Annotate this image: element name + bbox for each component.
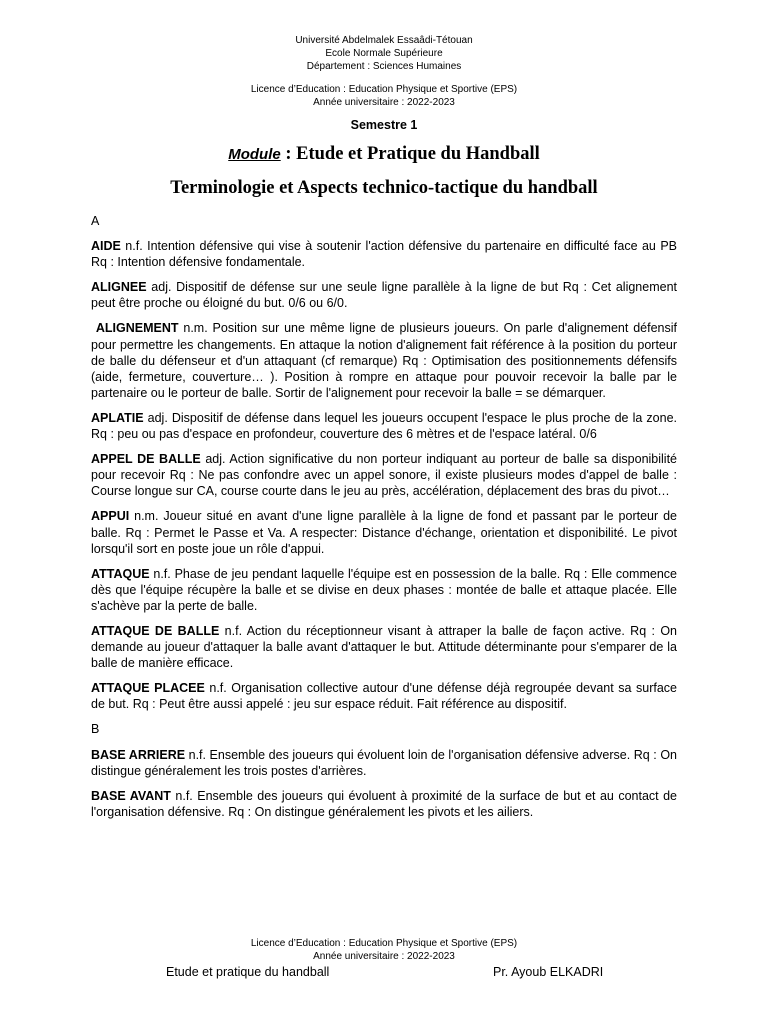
footer-licence: Licence d’Education : Education Physique et Sportive (EPS) (250, 938, 518, 949)
entry-term: ATTAQUE PLACEE (91, 681, 205, 696)
entry-term: BASE ARRIERE (91, 747, 186, 762)
entry-definition: n.f. Ensemble des joueurs qui évoluent à proximité de la surface de but et au contact de l'organisation défensive. Rq : On distingue généralement les pivots et les ailiers. (91, 788, 678, 819)
entry-term: APLATIE (91, 410, 144, 425)
entry-term: APPEL DE BALLE (91, 452, 201, 467)
academic-year: Année universitaire : 2022-2023 (313, 97, 455, 108)
entry-definition: n.m. Position sur une même ligne de plusieurs joueurs. On parle d'alignement défensif pour permettre les changements. En attaque la notion d'alignement fait référence à la position du porteur de balle du défenseur et d'un attaquant (cf remarque) Rq : Optimisation des positionnements défensifs (aide, fermeture, couverture… ). Position à rompre en attaque pour pouvoir recevoir la balle par le partenaire ou le porteur de balle. Sortir de l'alignement pour recevoir la balle = se démarquer. (91, 321, 677, 400)
entry-term: ALIGNEMENT (95, 321, 179, 336)
glossary-entry (91, 788, 677, 820)
section-letter-a: A (91, 214, 100, 228)
entry-definition: n.f. Intention défensive qui vise à soutenir l'action défensive du partenaire en difficulté face au PB Rq : Intention défensive fondamentale. (91, 239, 677, 270)
glossary-content (91, 213, 677, 829)
entry-term: BASE AVANT (91, 788, 171, 803)
module-title (0, 144, 768, 165)
glossary-entry (91, 508, 677, 556)
module-label: Module (228, 146, 281, 163)
glossary-entry (91, 410, 677, 442)
entry-definition: n.f. Ensemble des joueurs qui évoluent loin de l'organisation défensive adverse. Rq : On distingue généralement les trois postes d'arrières. (91, 747, 677, 778)
entry-definition: adj. Dispositif de défense dans lequel les joueurs occupent l'espace le plus proche de la zone. Rq : peu ou pas d'espace en profondeur, couverture des 6 mètres et de l'espace latéral. 0/6 (91, 410, 677, 442)
entry-definition: adj. Action significative du non porteur indiquant au porteur de balle sa disponibilité pour recevoir Rq : Ne pas confondre avec un appel sonore, il existe plusieurs modes d'appel de balle : Course longue sur CA, course courte dans le jeu au près, accélération, déplacement des bras du pivot… (91, 452, 678, 499)
school-name: Ecole Normale Supérieure (325, 48, 443, 59)
glossary-entry (91, 238, 677, 270)
glossary-entry (91, 451, 677, 499)
glossary-entry (91, 623, 677, 671)
entry-definition: n.f. Phase de jeu pendant laquelle l'équipe est en possession de la balle. Rq : Elle commence dès que l'équipe récupère la balle et se divise en deux phases : montée de balle et attaque placée. Elle s'achève par la perte de balle. (91, 566, 677, 613)
entry-definition: n.f. Action du réceptionneur visant à attraper la balle de façon active. Rq : On demande au joueur d'attaquer la balle avant d'attaquer le but. Attitude déterminante pour s'emparer de la balle de manière efficace. (91, 623, 678, 671)
entry-term: AIDE (91, 239, 121, 254)
entry-definition: n.f. Organisation collective autour d'une défense déjà regroupée devant sa surface de but. Rq : Peut être aussi appelé : jeu sur espace réduit. Fait référence au dispositif. (91, 681, 677, 712)
page-title: Terminologie et Aspects technico-tactique du handball (170, 178, 598, 198)
module-name: Etude et Pratique du Handball (296, 144, 540, 164)
glossary-entry (91, 680, 677, 712)
entry-term: ALIGNEE (91, 280, 147, 295)
footer-author: Pr. Ayoub ELKADRI (493, 965, 604, 979)
glossary-entry (91, 320, 677, 400)
document-header (0, 34, 768, 109)
section-letter-b: B (91, 722, 100, 737)
glossary-entry (91, 566, 677, 614)
footer-year: Année universitaire : 2022-2023 (313, 950, 455, 962)
entry-definition: adj. Dispositif de défense sur une seule ligne parallèle à la ligne de but Rq : Cet alignement peut être proche ou éloigné du but. 0/6 ou 6/0. (91, 280, 677, 311)
licence-line: Licence d’Education : Education Physique et Sportive (EPS) (250, 84, 518, 95)
entry-term: ATTAQUE (91, 566, 150, 581)
glossary-entry (91, 747, 677, 779)
entry-term: ATTAQUE DE BALLE (91, 623, 220, 638)
university-name: Université Abdelmalek Essaâdi-Tétouan (295, 35, 473, 46)
entry-term: APPUI (91, 509, 130, 524)
entry-definition: n.m. Joueur situé en avant d'une ligne parallèle à la ligne de fond et passant par le porteur de balle. Rq : Permet le Passe et Va. A respecter: Distance d'échange, orientation et disponibilité. Le pivot lorsqu'il sort en poste joue un rôle d'appui. (91, 509, 677, 556)
footer-course: Etude et pratique du handball (166, 965, 330, 979)
document-footer (0, 938, 768, 963)
semester-label: Semestre 1 (350, 118, 418, 132)
module-separator: : (280, 144, 297, 164)
glossary-entry (91, 279, 677, 311)
department-name: Département : Sciences Humaines (306, 61, 462, 72)
